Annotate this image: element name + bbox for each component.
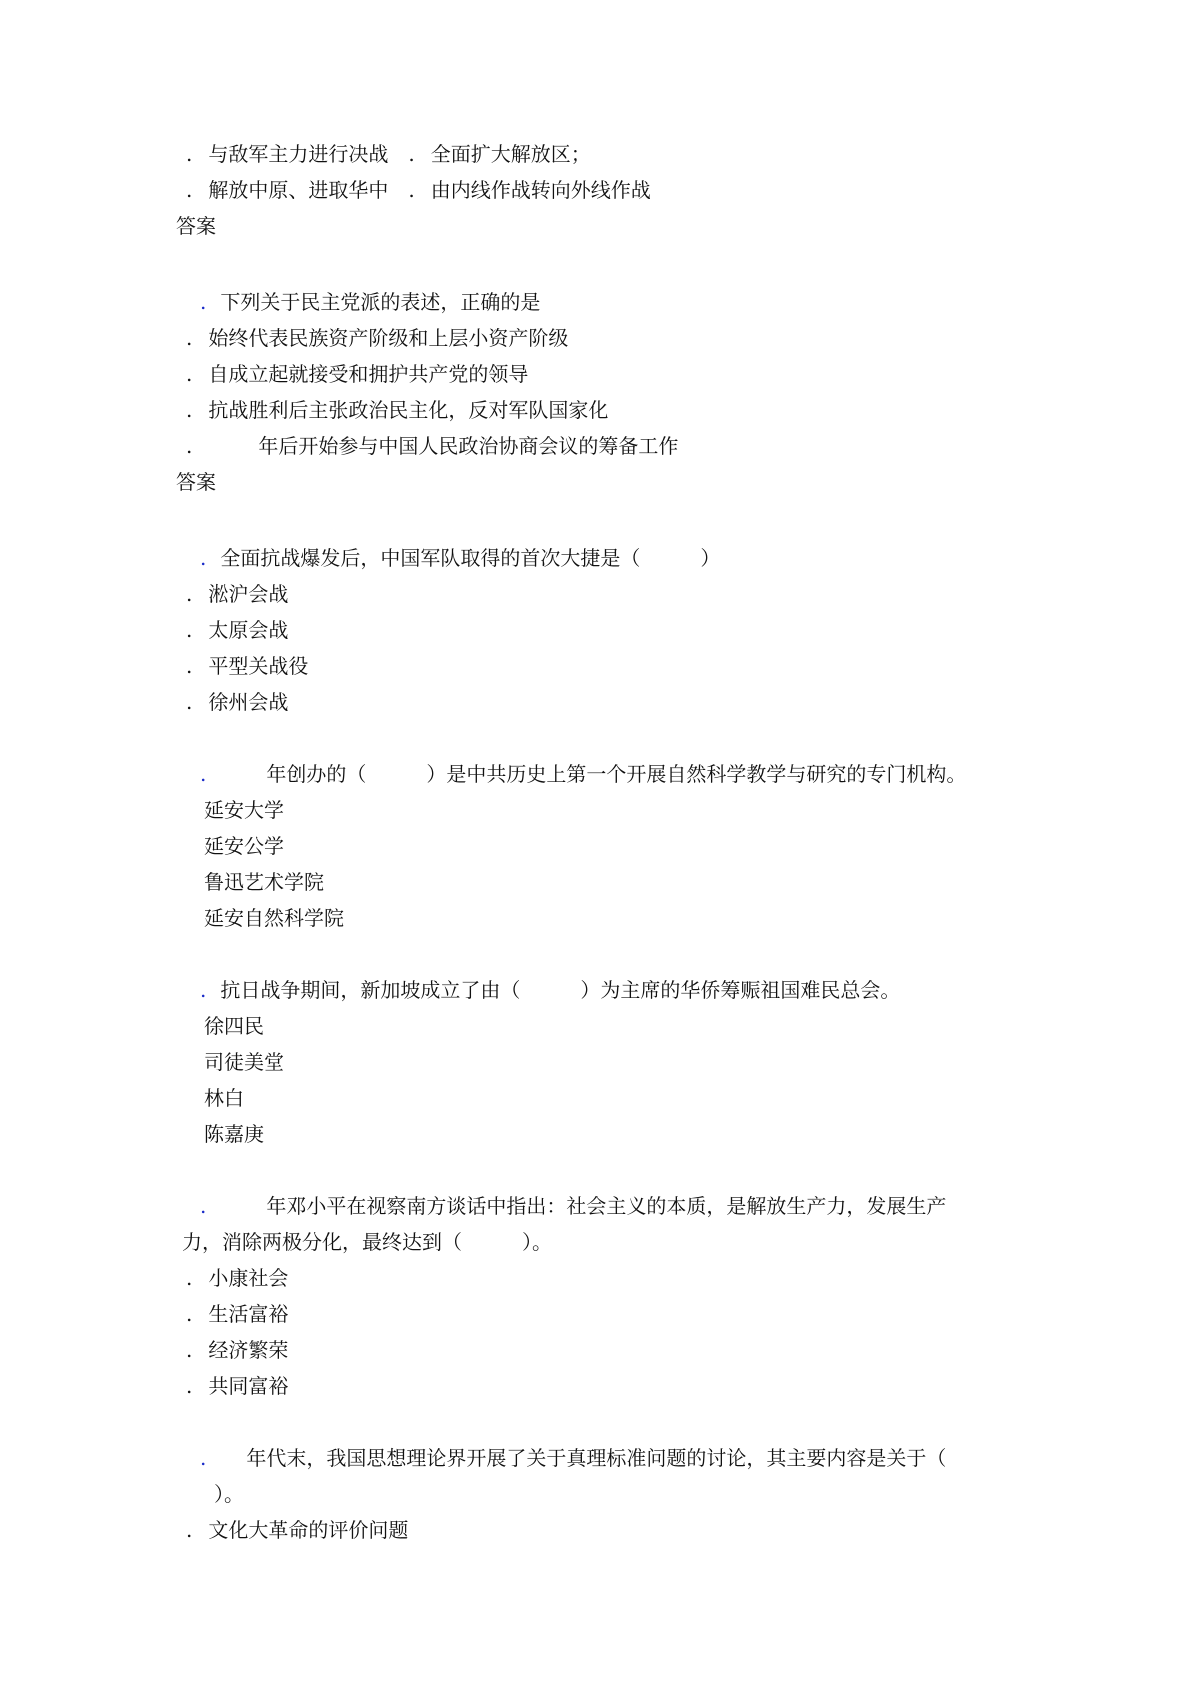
q3-option-d: 延安自然科学院 <box>204 906 344 930</box>
option-marker: . <box>408 142 415 166</box>
q3-stem <box>200 762 966 786</box>
q5-option-d-row <box>186 1374 288 1398</box>
q2-option-d-row <box>186 690 288 714</box>
option-marker: . <box>186 434 193 458</box>
q1-option-c-row <box>186 398 608 422</box>
q3-option-c: 鲁迅艺术学院 <box>204 870 324 894</box>
option-marker: . <box>186 178 193 202</box>
option-marker: . <box>408 178 415 202</box>
q1-option-a-row <box>186 326 568 350</box>
q5-option-a: 小康社会 <box>208 1266 289 1290</box>
option-marker: . <box>186 142 193 166</box>
q6-stem-line-1 <box>200 1446 946 1470</box>
option-marker: . <box>186 582 193 606</box>
q1-option-d: 年后开始参与中国人民政治协商会议的筹备工作 <box>258 434 679 458</box>
q0-option-d: 由内线作战转向外线作战 <box>430 178 651 202</box>
q2-option-b-row <box>186 618 288 642</box>
q5-option-d: 共同富裕 <box>208 1374 289 1398</box>
question-marker: . <box>200 290 207 314</box>
q3-stem-text: 年创办的（ ）是中共历史上第一个开展自然科学教学与研究的专门机构。 <box>266 762 967 786</box>
q4-option-b: 司徒美堂 <box>204 1050 284 1074</box>
q1-option-d-row <box>186 434 678 458</box>
question-marker: . <box>200 1446 207 1470</box>
q5-stem-line-1 <box>200 1194 946 1218</box>
q1-option-c: 抗战胜利后主张政治民主化，反对军队国家化 <box>208 398 609 422</box>
q6-option-a: 文化大革命的评价问题 <box>208 1518 409 1542</box>
q0-option-a: 与敌军主力进行决战 <box>208 142 389 166</box>
q0-options-row-2 <box>186 178 651 202</box>
q1-answer-label: 答案 <box>176 470 216 494</box>
q2-stem-text: 全面抗战爆发后，中国军队取得的首次大捷是（ ） <box>220 546 721 570</box>
q0-option-b: 全面扩大解放区； <box>430 142 591 166</box>
question-marker: . <box>200 762 207 786</box>
question-marker: . <box>200 1194 207 1218</box>
option-marker: . <box>186 690 193 714</box>
q2-option-a: 淞沪会战 <box>208 582 289 606</box>
q4-option-c: 林白 <box>204 1086 244 1110</box>
q6-stem-text-1: 年代末，我国思想理论界开展了关于真理标准问题的讨论，其主要内容是关于（ <box>246 1446 947 1470</box>
q0-answer-label: 答案 <box>176 214 216 238</box>
q6-stem-line-2: ）。 <box>214 1482 244 1506</box>
q1-option-a: 始终代表民族资产阶级和上层小资产阶级 <box>208 326 569 350</box>
q2-option-a-row <box>186 582 288 606</box>
q1-option-b: 自成立起就接受和拥护共产党的领导 <box>208 362 529 386</box>
q0-options-row-1 <box>186 142 591 166</box>
q1-option-b-row <box>186 362 528 386</box>
q2-option-b: 太原会战 <box>208 618 289 642</box>
q5-option-b-row <box>186 1302 288 1326</box>
q3-option-b: 延安公学 <box>204 834 284 858</box>
option-marker: . <box>186 1518 193 1542</box>
q4-option-d: 陈嘉庚 <box>204 1122 264 1146</box>
option-marker: . <box>186 362 193 386</box>
q5-option-c-row <box>186 1338 288 1362</box>
q5-stem-text-1: 年邓小平在视察南方谈话中指出：社会主义的本质，是解放生产力，发展生产 <box>266 1194 947 1218</box>
q5-stem-line-2: 力，消除两极分化，最终达到（ ）。 <box>182 1230 552 1254</box>
option-marker: . <box>186 618 193 642</box>
q2-option-c: 平型关战役 <box>208 654 309 678</box>
option-marker: . <box>186 1302 193 1326</box>
q6-option-a-row <box>186 1518 408 1542</box>
option-marker: . <box>186 398 193 422</box>
q4-stem <box>200 978 900 1002</box>
q1-stem <box>200 290 540 314</box>
option-marker: . <box>186 1374 193 1398</box>
q0-option-c: 解放中原、进取华中 <box>208 178 389 202</box>
q5-option-b: 生活富裕 <box>208 1302 289 1326</box>
q1-stem-text: 下列关于民主党派的表述，正确的是 <box>220 290 541 314</box>
option-marker: . <box>186 654 193 678</box>
q2-option-d: 徐州会战 <box>208 690 289 714</box>
question-marker: . <box>200 978 207 1002</box>
q2-option-c-row <box>186 654 308 678</box>
q4-option-a: 徐四民 <box>204 1014 264 1038</box>
option-marker: . <box>186 1338 193 1362</box>
q5-option-c: 经济繁荣 <box>208 1338 289 1362</box>
q3-option-a: 延安大学 <box>204 798 284 822</box>
option-marker: . <box>186 1266 193 1290</box>
question-marker: . <box>200 546 207 570</box>
q2-stem <box>200 546 720 570</box>
q5-option-a-row <box>186 1266 288 1290</box>
q4-stem-text: 抗日战争期间，新加坡成立了由（ ）为主席的华侨筹赈祖国难民总会。 <box>220 978 901 1002</box>
option-marker: . <box>186 326 193 350</box>
